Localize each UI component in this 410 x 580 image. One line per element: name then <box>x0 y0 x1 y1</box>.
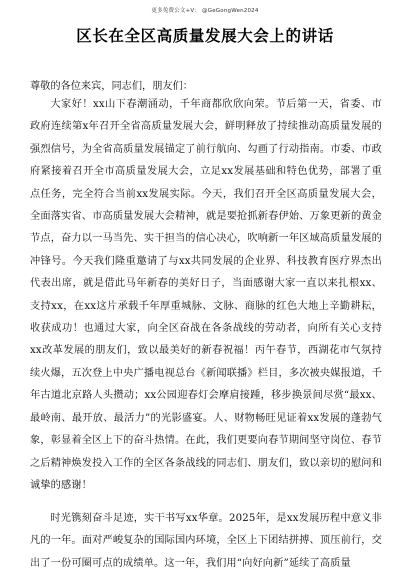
document-title: 区长在全区高质量发展大会上的讲话 <box>76 27 334 45</box>
salutation: 尊敬的各位来宾，同志们，朋友们： <box>30 81 193 92</box>
paragraph-1-block <box>30 94 382 497</box>
paragraph-2-block <box>30 508 382 575</box>
paragraph: 时光镌刻奋斗足迹，实干书写xx华章。2025年，是xx发展历程中意义非凡的一年。面对严峻复杂的国际国内环境，全区上下团结拼搏、顶压前行，交出了一份可圈可点的成绩单。这一年，我们用“向好向新”延续了高质量 <box>30 513 382 569</box>
header-watermark: 更多免费公文+V： @GeGongWen2024 <box>151 8 259 14</box>
paragraph: 大家好！xx山下春潮涌动，千年商都欣欣向荣。节后第一天，省委、市政府连续第x年召开全省高质量发展大会，鲜明释放了持续推动高质量发展的强烈信号，为全省高质量发展锚定了前行航向、勾画了行动指南。市委、市政府紧接着召开全市高质量发展大会，立足xx发展基础和特色优势，部署了重点任务，完全符合当前xx发展实际。今天，我们召开全区高质量发展大会，全面落实省、市高质量发展大会精神，就是要抢抓新春伊始、万象更新的黄金节点，奋力以一马当先、实干担当的信心决心，吹响新一年区域高质量发展的冲锋号。今天我们隆重邀请了与xx共同发展的企业界、科技教育医疗界杰出代表出席，就是借此马年新春的美好日子，当面感谢大家一直以来扎根xx、支持xx，在xx这片承载千年厚重城脉、文脉、商脉的红色大地上辛勤耕耘，收获成功！也通过大家，向全区奋战在各条战线的劳动者，向所有关心支持xx改革发展的朋友们，致以最美好的新春祝福！丙午春节，西湖花市气氛持续火爆，五次登上中央广播电视总台《新闻联播》栏目，多次被央媒报道，千年古道北京路人头攒动；xx公园迎春灯会摩肩接踵，移步换景间尽赏“最xx、最岭南、最开放、最活力”的光影盛宴。人、财物畅旺见证着xx发展的蓬勃气象，彰显着全区上下的奋斗热情。在此，我们更要向春节期间坚守岗位、春节之后精神焕发投入工作的全区各条战线的同志们、朋友们，致以亲切的慰问和诚挚的感谢！ <box>30 99 382 491</box>
